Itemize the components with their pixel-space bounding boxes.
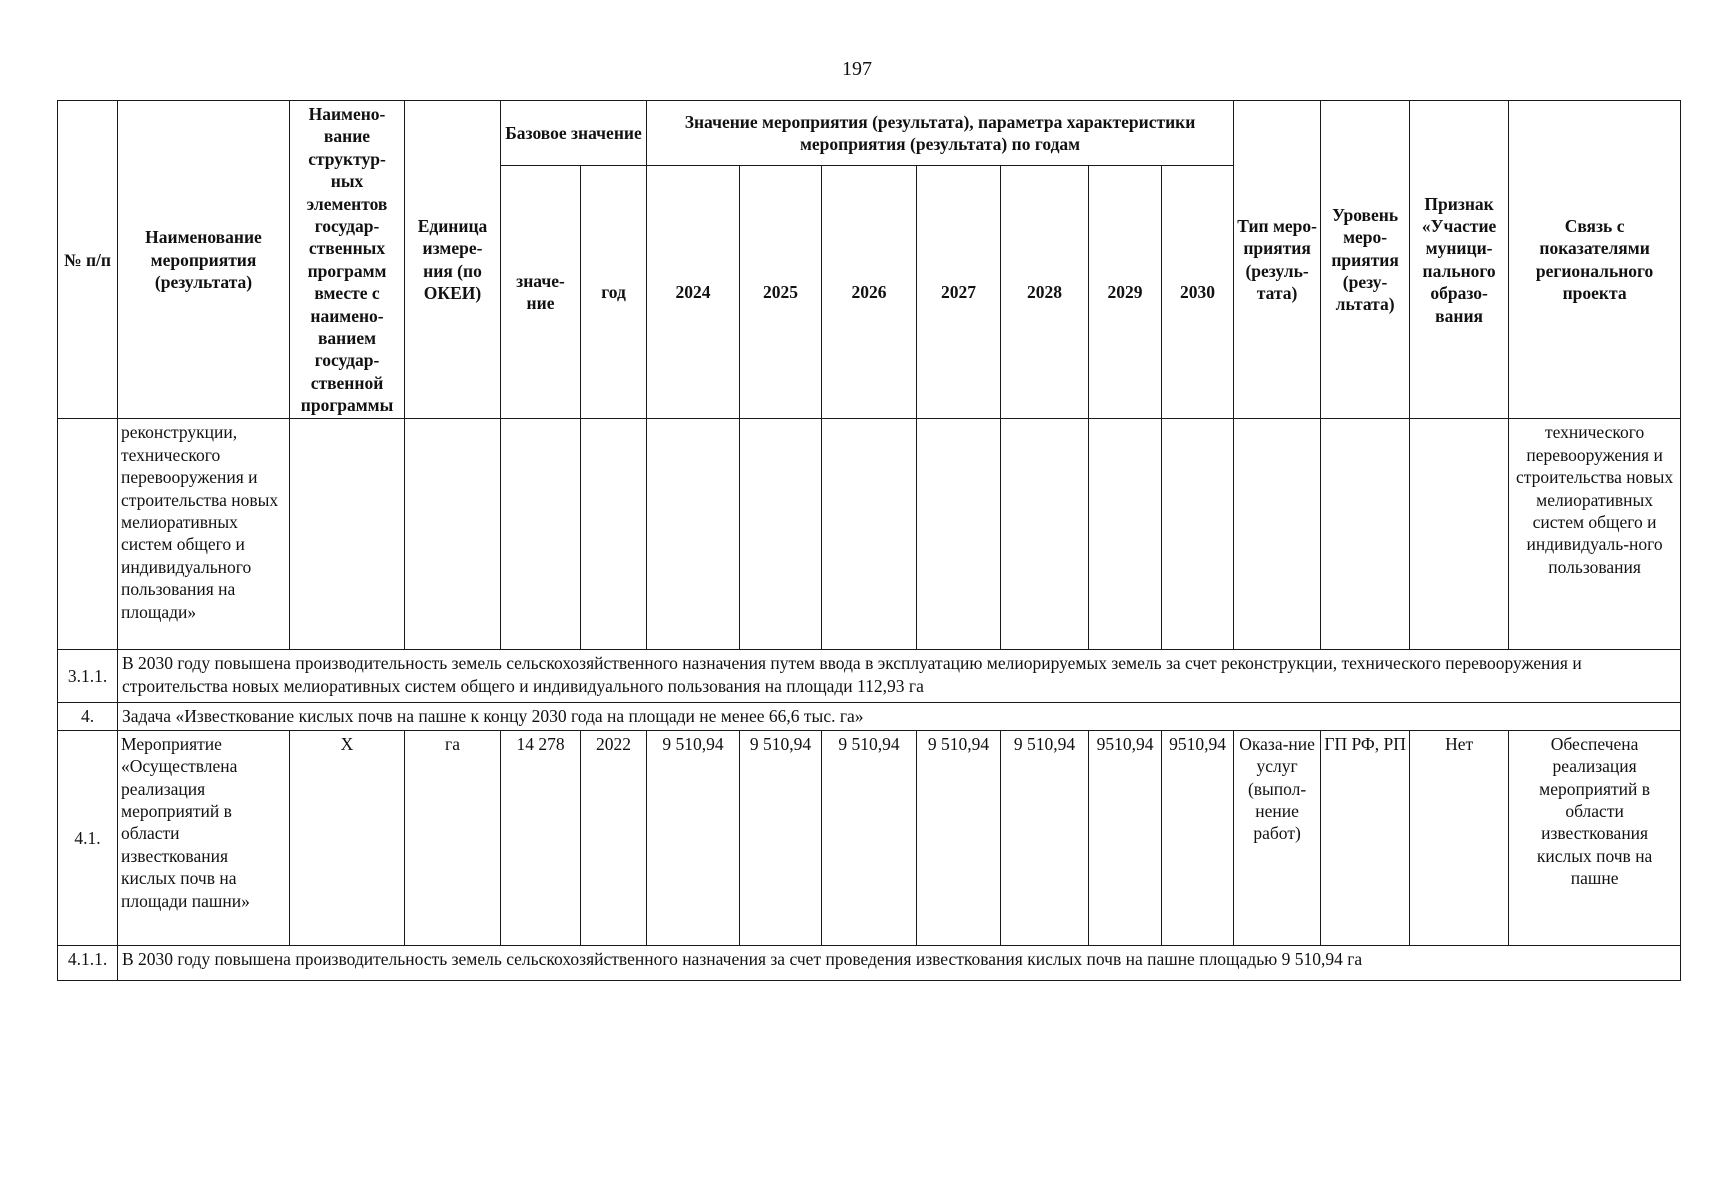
header-name: Наименование мероприятия (результата): [118, 101, 290, 419]
header-year-2026: 2026: [822, 166, 917, 419]
header-year-2029: 2029: [1089, 166, 1162, 419]
cell-num: 3.1.1.: [58, 650, 118, 703]
cell-result-text: В 2030 году повышена производительность земель сельскохозяйственного назначения за счет проведения известкования кислых почв на пашне площадью 9 510,94 га: [118, 945, 1681, 980]
cell-empty: [1234, 419, 1321, 650]
cell-empty: [917, 419, 1001, 650]
cell-value-2030: 9510,94: [1162, 730, 1234, 945]
cell-num: 4.1.1.: [58, 945, 118, 980]
cell-value-2028: 9 510,94: [1001, 730, 1089, 945]
cell-empty: [405, 419, 501, 650]
table-row-3-1-1: [58, 650, 1681, 703]
header-base: Базовое значение: [501, 101, 647, 166]
header-municipal: Признак «Участие муници-пального образо-вания: [1410, 101, 1509, 419]
cell-empty: [1089, 419, 1162, 650]
cell-empty: [822, 419, 917, 650]
header-base-value: значе-ние: [501, 166, 581, 419]
header-unit: Единица измере-ния (по ОКЕИ): [405, 101, 501, 419]
cell-value-2029: 9510,94: [1089, 730, 1162, 945]
cell-empty: [581, 419, 647, 650]
header-year-2027: 2027: [917, 166, 1001, 419]
cell-empty: [290, 419, 405, 650]
cell-value-2027: 9 510,94: [917, 730, 1001, 945]
cell-measure-name: Мероприятие «Осуществлена реализация мероприятий в области известкования кислых почв на площади пашни»: [118, 730, 290, 945]
cell-result-text: В 2030 году повышена производительность земель сельскохозяйственного назначения путем ввода в эксплуатацию мелиорируемых земель за счет реконструкции, технического перевооружения и строительства новых мелиоративных систем общего и индивидуального пользования на площади 112,93 га: [118, 650, 1681, 703]
cell-link-continuation: технического перевооружения и строительства новых мелиоративных систем общего и индивидуаль-ного пользования: [1509, 419, 1681, 650]
cell-empty: [647, 419, 740, 650]
page-number: 197: [842, 58, 872, 80]
cell-value-2024: 9 510,94: [647, 730, 740, 945]
cell-task-text: Задача «Известкование кислых почв на пашне к концу 2030 года на площади не менее 66,6 тыс. га»: [118, 703, 1681, 730]
table-row-4-1-1: [58, 945, 1681, 980]
cell-base-year: 2022: [581, 730, 647, 945]
cell-unit: га: [405, 730, 501, 945]
cell-base-value: 14 278: [501, 730, 581, 945]
cell-empty: [501, 419, 581, 650]
header-base-year: год: [581, 166, 647, 419]
cell-empty: [740, 419, 822, 650]
table-row-continuation: [58, 419, 1681, 650]
header-year-2024: 2024: [647, 166, 740, 419]
cell-type: Оказа-ние услуг (выпол-нение работ): [1234, 730, 1321, 945]
table-row-4: [58, 703, 1681, 730]
cell-structural: Х: [290, 730, 405, 945]
header-year-2025: 2025: [740, 166, 822, 419]
cell-empty: [1410, 419, 1509, 650]
header-level: Уровень меро-приятия (резу-льтата): [1321, 101, 1410, 419]
cell-num: 4.1.: [58, 730, 118, 945]
cell-num: 4.: [58, 703, 118, 730]
table-header-row-1: [58, 101, 1681, 166]
cell-name-continuation: реконструкции, технического перевооружения и строительства новых мелиоративных систем общего и индивидуального пользования на площади»: [118, 419, 290, 650]
cell-empty: [1001, 419, 1089, 650]
cell-municipal: Нет: [1410, 730, 1509, 945]
cell-empty: [1321, 419, 1410, 650]
cell-empty: [1162, 419, 1234, 650]
cell-value-2026: 9 510,94: [822, 730, 917, 945]
header-num: № п/п: [58, 101, 118, 419]
header-type: Тип меро-приятия (резуль-тата): [1234, 101, 1321, 419]
cell-value-2025: 9 510,94: [740, 730, 822, 945]
header-year-2028: 2028: [1001, 166, 1089, 419]
cell-level: ГП РФ, РП: [1321, 730, 1410, 945]
table-row-4-1: [58, 730, 1681, 945]
measures-table: [57, 100, 1681, 981]
header-link: Связь с показателями регионального проекта: [1509, 101, 1681, 419]
header-structural: Наимено-вание структур-ных элементов государ-ственных программ вместе с наимено-ванием государ-ственной программы: [290, 101, 405, 419]
header-years-group: Значение мероприятия (результата), параметра характеристики мероприятия (результата) по годам: [647, 101, 1234, 166]
cell-empty: [58, 419, 118, 650]
header-year-2030: 2030: [1162, 166, 1234, 419]
cell-link: Обеспечена реализация мероприятий в области известкования кислых почв на пашне: [1509, 730, 1681, 945]
